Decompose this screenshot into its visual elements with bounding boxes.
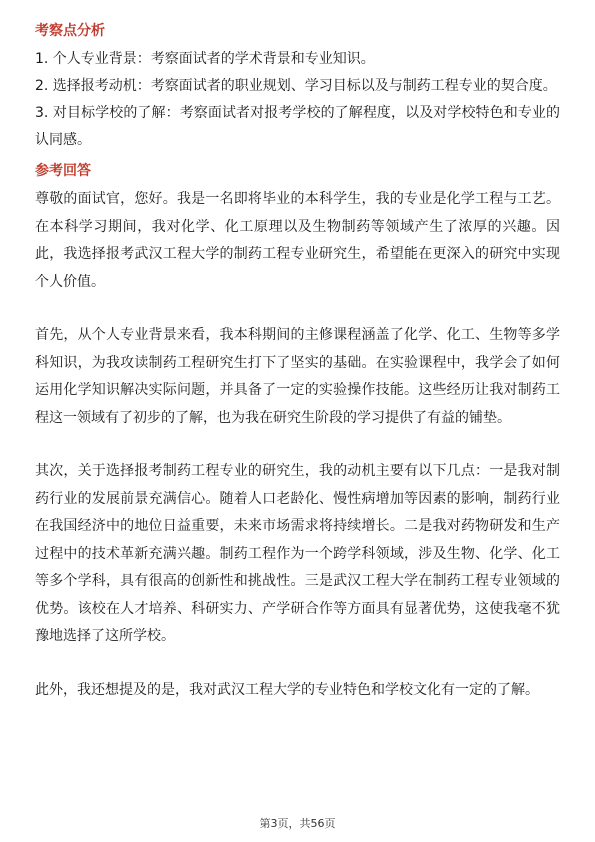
answer-paragraph-2: 首先，从个人专业背景来看，我本科期间的主修课程涵盖了化学、化工、生物等多学科知识，为我攻读制药工程研究生打下了坚实的基础。在实验课程中，我学会了如何运用化学知识解决实际问题，并具备了一定的实验操作技能。这些经历让我对制药工程这一领域有了初步的了解，也为我在研究生阶段的学习提供了有益的铺垫。 (35, 327, 560, 426)
answer-paragraph-1: 尊敬的面试官，您好。我是一名即将毕业的本科学生，我的专业是化学工程与工艺。在本科学习期间，我对化学、化工原理以及生物制药等领域产生了浓厚的兴趣。因此，我选择报考武汉工程大学的制药工程专业研究生，希望能在更深入的研究中实现个人价值。 (35, 191, 560, 290)
document-page (35, 20, 560, 704)
answer-paragraph-3: 其次，关于选择报考制药工程专业的研究生，我的动机主要有以下几点：一是我对制药行业的发展前景充满信心。随着人口老龄化、慢性病增加等因素的影响，制药行业在我国经济中的地位日益重要，未来市场需求将持续增长。二是我对药物研发和生产过程中的技术革新充满兴趣。制药工程作为一个跨学科领域，涉及生物、化学、化工等多个学科，具有很高的创新性和挑战性。三是武汉工程大学在制药工程专业领域的优势。该校在人才培养、科研实力、产学研合作等方面具有显著优势，这使我毫不犹豫地选择了这所学校。 (35, 463, 560, 644)
answer-paragraph-4: 此外，我还想提及的是，我对武汉工程大学的专业特色和学校文化有一定的了解。 (35, 681, 539, 698)
analysis-item-3: 3. 对目标学校的了解：考察面试者对报考学校的了解程度，以及对学校特色和专业的认同感。 (35, 105, 560, 148)
analysis-item-1: 1. 个人专业背景：考察面试者的学术背景和专业知识。 (35, 51, 375, 67)
analysis-item-2: 2. 选择报考动机：考察面试者的职业规划、学习目标以及与制药工程专业的契合度。 (35, 78, 557, 94)
page-number-footer: 第3页，共56页 (259, 817, 336, 830)
section-heading-answer: 参考回答 (35, 163, 91, 179)
section-heading-analysis: 考察点分析 (35, 23, 105, 39)
